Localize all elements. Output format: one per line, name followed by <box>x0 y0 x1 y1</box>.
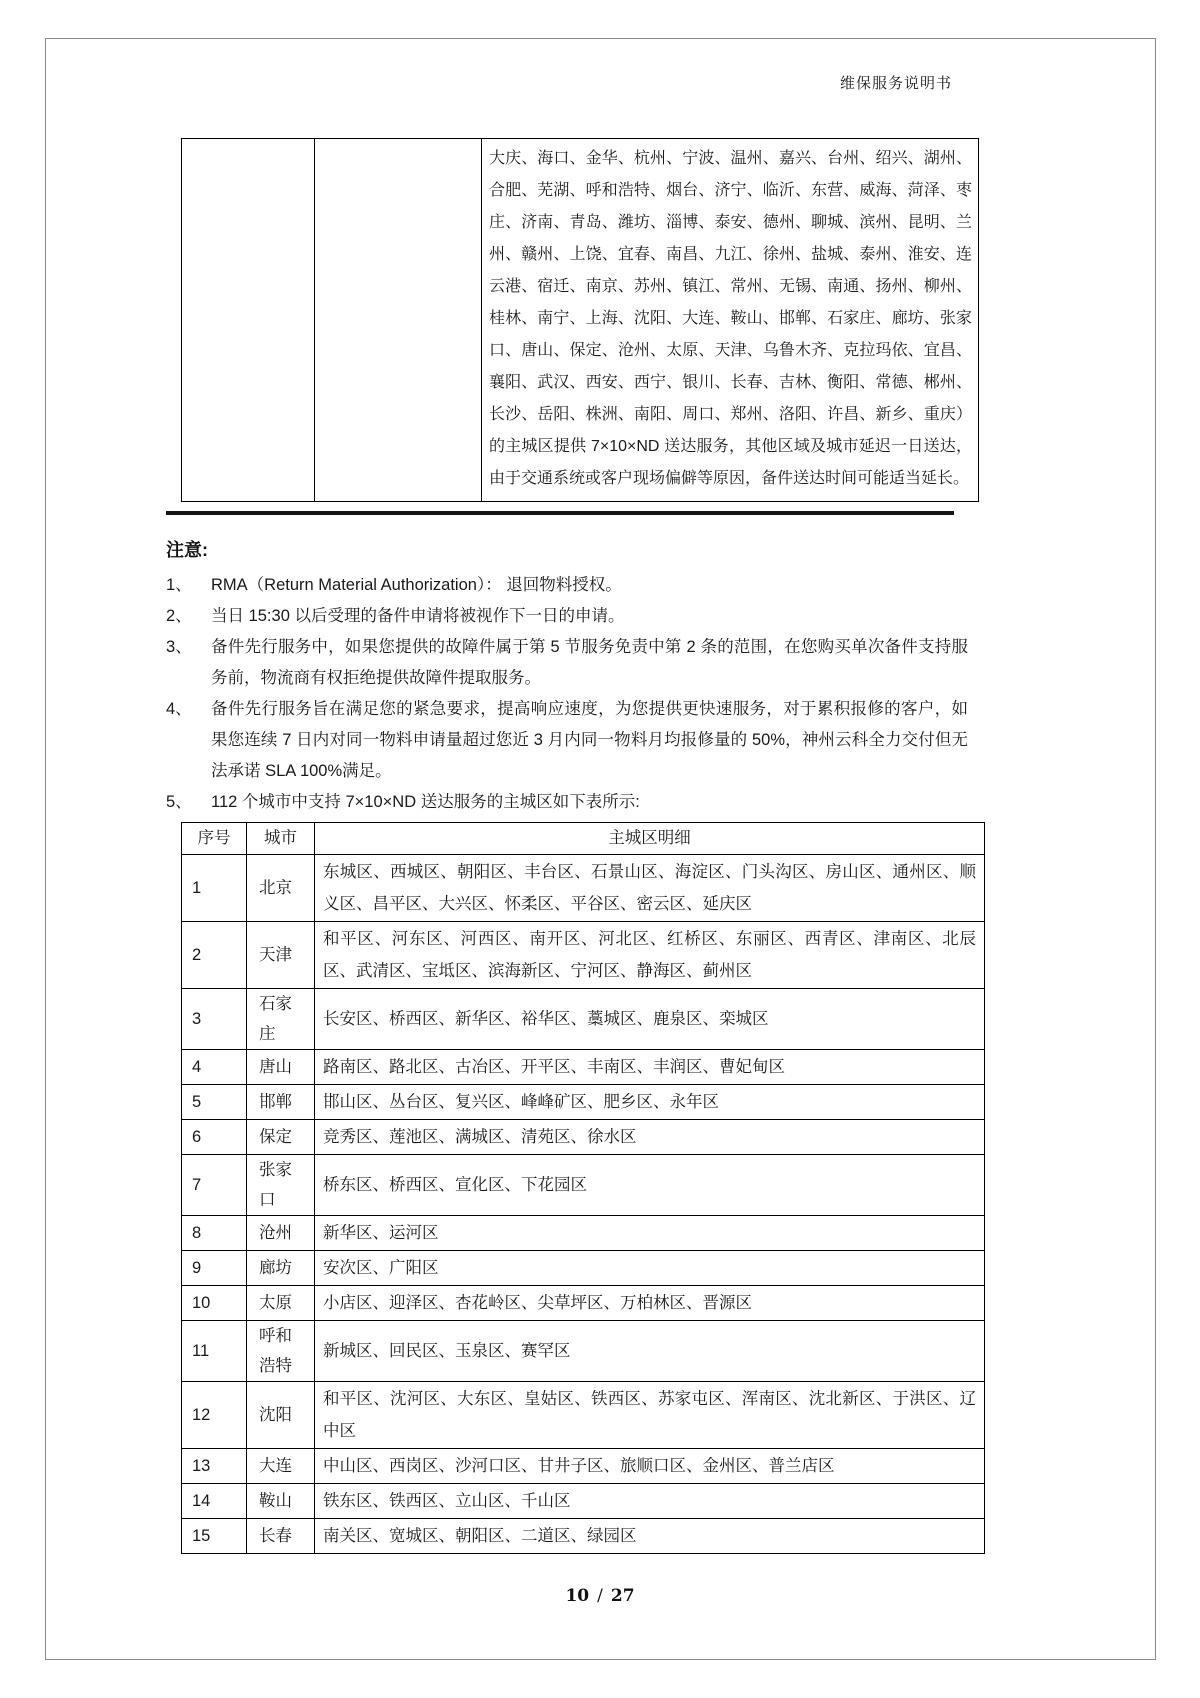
cell-city: 张家口 <box>247 1155 315 1216</box>
notice-title: 注意: <box>166 540 208 560</box>
notice-item-2 <box>166 601 968 632</box>
table-row <box>182 1085 985 1120</box>
table-row <box>182 1120 985 1155</box>
cell-no: 13 <box>182 1449 247 1484</box>
cell-city: 北京 <box>247 855 315 922</box>
cell-districts: 竞秀区、莲池区、满城区、清苑区、徐水区 <box>315 1120 985 1155</box>
notice-item-number: 5、 <box>166 793 192 811</box>
cell-city: 廊坊 <box>247 1251 315 1286</box>
cell-city: 呼和浩特 <box>247 1321 315 1382</box>
cell-no: 7 <box>182 1155 247 1216</box>
cell-districts: 小店区、迎泽区、杏花岭区、尖草坪区、万柏林区、晋源区 <box>315 1286 985 1321</box>
cell-districts: 新华区、运河区 <box>315 1216 985 1251</box>
cell-districts: 东城区、西城区、朝阳区、丰台区、石景山区、海淀区、门头沟区、房山区、通州区、顺义区、昌平区、大兴区、怀柔区、平谷区、密云区、延庆区 <box>315 855 985 922</box>
table-row <box>182 1382 985 1449</box>
page-number-current: 10 <box>565 1586 590 1606</box>
cell-no: 6 <box>182 1120 247 1155</box>
notice-item-text: 备件先行服务中，如果您提供的故障件属于第 5 节服务免责中第 2 条的范围，在您购买单次备件支持服务前，物流商有权拒绝提供故障件提取服务。 <box>211 638 968 687</box>
cell-no: 1 <box>182 855 247 922</box>
table-row <box>182 1484 985 1519</box>
table-row <box>182 139 979 502</box>
cell-districts: 路南区、路北区、古冶区、开平区、丰南区、丰润区、曹妃甸区 <box>315 1050 985 1085</box>
cell-districts: 邯山区、丛台区、复兴区、峰峰矿区、肥乡区、永年区 <box>315 1085 985 1120</box>
cell-city: 沈阳 <box>247 1382 315 1449</box>
table-row <box>182 1155 985 1216</box>
table-row <box>182 989 985 1050</box>
table-row <box>182 1050 985 1085</box>
cell-no: 4 <box>182 1050 247 1085</box>
table-row <box>182 1321 985 1382</box>
cell-city: 鞍山 <box>247 1484 315 1519</box>
page-number-separator: / <box>597 1586 603 1606</box>
cell-districts: 中山区、西岗区、沙河口区、甘井子区、旅顺口区、金州区、普兰店区 <box>315 1449 985 1484</box>
cell-city: 长春 <box>247 1519 315 1554</box>
notice-item-number: 4、 <box>166 700 192 718</box>
notice-item-text: RMA（Return Material Authorization）： 退回物料授权。 <box>211 576 622 594</box>
notice-item-text: 备件先行服务旨在满足您的紧急要求，提高响应速度，为您提供更快速服务，对于累积报修的客户，如果您连续 7 日内对同一物料申请量超过您近 3 月内同一物料月均报修量的 50%，神州云科全力交付但无法承诺 SLA 100%满足。 <box>211 700 968 780</box>
empty-cell-middle <box>315 139 482 502</box>
notice-item-number: 2、 <box>166 607 192 625</box>
city-list-cell: 大庆、海口、金华、杭州、宁波、温州、嘉兴、台州、绍兴、湖州、合肥、芜湖、呼和浩特、烟台、济宁、临沂、东营、威海、菏泽、枣庄、济南、青岛、潍坊、淄博、泰安、德州、聊城、滨州、昆明、兰州、赣州、上饶、宜春、南昌、九江、徐州、盐城、泰州、淮安、连云港、宿迁、南京、苏州、镇江、常州、无锡、南通、扬州、柳州、桂林、南宁、上海、沈阳、大连、鞍山、邯郸、石家庄、廊坊、张家口、唐山、保定、沧州、太原、天津、乌鲁木齐、克拉玛依、宜昌、襄阳、武汉、西安、西宁、银川、长春、吉林、衡阳、常德、郴州、长沙、岳阳、株洲、南阳、周口、郑州、洛阳、许昌、新乡、重庆）的主城区提供 7×10×ND 送达服务，其他区域及城市延迟一日送达，由于交通系统或客户现场偏僻等原因，备件送达时间可能适当延长。 <box>482 139 979 502</box>
cell-no: 10 <box>182 1286 247 1321</box>
cell-districts: 铁东区、铁西区、立山区、千山区 <box>315 1484 985 1519</box>
notice-item-text: 当日 15:30 以后受理的备件申请将被视作下一日的申请。 <box>211 607 625 625</box>
header-cell-no: 序号 <box>182 823 247 855</box>
cell-districts: 桥东区、桥西区、宣化区、下花园区 <box>315 1155 985 1216</box>
cell-districts: 长安区、桥西区、新华区、裕华区、藁城区、鹿泉区、栾城区 <box>315 989 985 1050</box>
cell-no: 9 <box>182 1251 247 1286</box>
city-districts-table <box>181 822 985 1554</box>
table-row <box>182 1216 985 1251</box>
table-row <box>182 1251 985 1286</box>
cell-no: 12 <box>182 1382 247 1449</box>
cell-city: 天津 <box>247 922 315 989</box>
header-cell-city: 城市 <box>247 823 315 855</box>
cell-districts: 安次区、广阳区 <box>315 1251 985 1286</box>
table-header-row <box>182 823 985 855</box>
cell-city: 沧州 <box>247 1216 315 1251</box>
cell-city: 唐山 <box>247 1050 315 1085</box>
cell-districts: 和平区、河东区、河西区、南开区、河北区、红桥区、东丽区、西青区、津南区、北辰区、武清区、宝坻区、滨海新区、宁河区、静海区、蓟州区 <box>315 922 985 989</box>
empty-cell-left <box>182 139 315 502</box>
spare-parts-city-table <box>181 138 979 502</box>
notice-item-number: 1、 <box>166 576 192 594</box>
table-row <box>182 855 985 922</box>
notice-list <box>166 570 968 818</box>
cell-districts: 和平区、沈河区、大东区、皇姑区、铁西区、苏家屯区、浑南区、沈北新区、于洪区、辽中区 <box>315 1382 985 1449</box>
page-footer <box>0 1586 1200 1606</box>
cell-city: 保定 <box>247 1120 315 1155</box>
cell-no: 8 <box>182 1216 247 1251</box>
doc-header-title: 维保服务说明书 <box>839 75 952 92</box>
cell-city: 太原 <box>247 1286 315 1321</box>
cell-no: 3 <box>182 989 247 1050</box>
table-row <box>182 1519 985 1554</box>
section-divider-rule <box>166 511 954 515</box>
cell-districts: 南关区、宽城区、朝阳区、二道区、绿园区 <box>315 1519 985 1554</box>
table-row <box>182 922 985 989</box>
cell-city: 石家庄 <box>247 989 315 1050</box>
cell-city: 邯郸 <box>247 1085 315 1120</box>
notice-item-5 <box>166 787 968 818</box>
cell-no: 11 <box>182 1321 247 1382</box>
header-cell-districts: 主城区明细 <box>315 823 985 855</box>
page-number-total: 27 <box>610 1586 635 1606</box>
notice-item-number: 3、 <box>166 638 192 656</box>
table-row <box>182 1449 985 1484</box>
table-row <box>182 1286 985 1321</box>
cell-city: 大连 <box>247 1449 315 1484</box>
notice-item-3 <box>166 632 968 694</box>
cell-no: 14 <box>182 1484 247 1519</box>
cell-no: 2 <box>182 922 247 989</box>
notice-item-1 <box>166 570 968 601</box>
notice-item-4 <box>166 694 968 787</box>
notice-item-text: 112 个城市中支持 7×10×ND 送达服务的主城区如下表所示: <box>211 793 640 811</box>
cell-no: 15 <box>182 1519 247 1554</box>
cell-no: 5 <box>182 1085 247 1120</box>
cell-districts: 新城区、回民区、玉泉区、赛罕区 <box>315 1321 985 1382</box>
